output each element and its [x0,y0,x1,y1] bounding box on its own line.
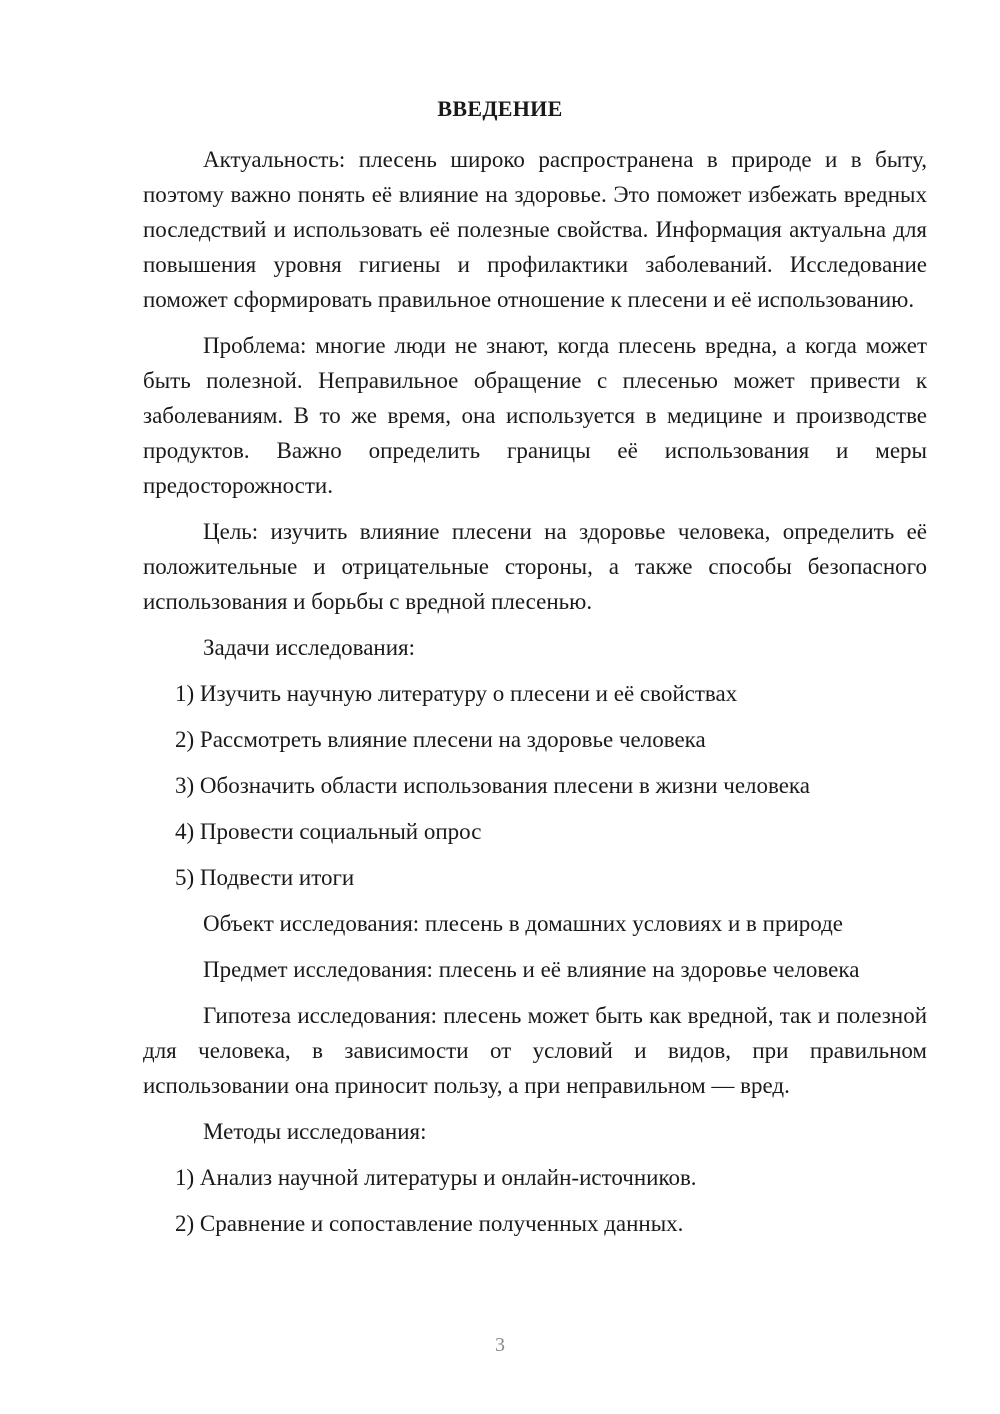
hypothesis-paragraph: Гипотеза исследования: плесень может быть как вредной, так и полезной для человека, в зависимости от условий и видов, при правильном использовании она приносит пользу, а при неправильном — вред. [143,1003,927,1098]
method-item: 2) Сравнение и сопоставление полученных данных. [175,1211,684,1236]
subject-line: Предмет исследования: плесень и её влияние на здоровье человека [203,957,860,982]
task-item: 5) Подвести итоги [175,865,355,890]
methods-heading: Методы исследования: [203,1119,427,1144]
task-item: 3) Обозначить области использования плесени в жизни человека [175,773,810,798]
page-title: ВВЕДЕНИЕ [437,96,563,121]
task-item: 2) Рассмотреть влияние плесени на здоровье человека [175,727,706,752]
document-body [143,142,927,1252]
relevance-paragraph: Актуальность: плесень широко распространена в природе и в быту, поэтому важно понять её влияние на здоровье. Это поможет избежать вредных последствий и использовать её полезные свойства. Информация актуальна для повышения уровня гигиены и профилактики заболеваний. Исследование поможет сформировать правильное отношение к плесени и её использованию. [143,147,927,312]
tasks-heading: Задачи исследования: [203,635,416,660]
task-item: 1) Изучить научную литературу о плесени и её свойствах [175,681,738,706]
method-item: 1) Анализ научной литературы и онлайн-источников. [175,1165,697,1190]
problem-paragraph: Проблема: многие люди не знают, когда плесень вредна, а когда может быть полезной. Неправильное обращение с плесенью может привести к заболеваниям. В то же время, она используется в медицине и производстве продуктов. Важно определить границы её использования и меры предосторожности. [143,333,927,498]
page-number: 3 [495,1334,505,1356]
task-item: 4) Провести социальный опрос [175,819,482,844]
object-line: Объект исследования: плесень в домашних условиях и в природе [203,911,844,936]
goal-paragraph: Цель: изучить влияние плесени на здоровье человека, определить её положительные и отрицательные стороны, а также способы безопасного использования и борьбы с вредной плесенью. [143,519,927,614]
